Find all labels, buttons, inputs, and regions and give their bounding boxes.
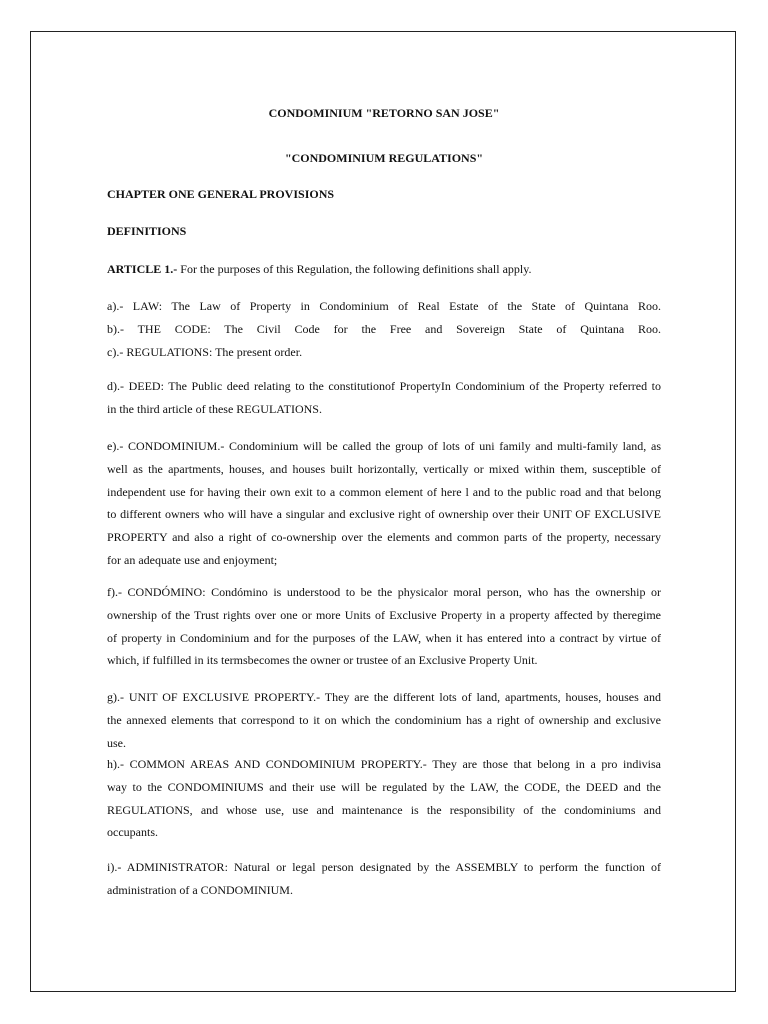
definition-g-line: the annexed elements that correspond to it on which the condominium has a right of ownership and exclusive <box>107 712 661 727</box>
definition-e-line: e).- CONDOMINIUM.- Condominium will be called the group of lots of uni family and multi-family land, as <box>107 439 661 453</box>
definition-a: a).- LAW: The Law of Property in Condominium of Real Estate of the State of Quintana Roo. <box>107 299 661 313</box>
definition-i-line: administration of a CONDOMINIUM. <box>107 882 293 897</box>
definition-h-line: REGULATIONS, and whose use, use and maintenance is the responsibility of the condominiums and <box>107 802 661 817</box>
article-1-paragraph <box>107 258 661 281</box>
definition-e-line: for an adequate use and enjoyment; <box>107 552 278 567</box>
document-title: CONDOMINIUM "RETORNO SAN JOSE" <box>268 106 500 120</box>
definition-e-line: independent use for having their own exit to a common element of here l and to the public road and that belong <box>107 484 661 499</box>
definition-g-line: g).- UNIT OF EXCLUSIVE PROPERTY.- They are the different lots of land, apartments, houses, houses and <box>107 690 661 704</box>
definition-c: c).- REGULATIONS: The present order. <box>107 344 303 359</box>
definition-f-line: of property in Condominium and for the purposes of the LAW, when it has entered into a contract by virtue of <box>107 630 661 645</box>
chapter-heading: CHAPTER ONE GENERAL PROVISIONS <box>107 187 335 201</box>
article-1-line <box>107 258 661 281</box>
definition-f-line: which, if fulfilled in its termsbecomes the owner or trustee of an Exclusive Property Unit. <box>107 653 538 668</box>
definition-g-line: use. <box>107 735 126 750</box>
definition-d <box>107 375 661 421</box>
definition-f <box>107 581 661 672</box>
definition-h-line: occupants. <box>107 825 158 840</box>
definition-b: b).- THE CODE: The Civil Code for the Free and Sovereign State of Quintana Roo. <box>107 321 661 336</box>
definition-e-line: PROPERTY and also a right of co-ownership over the elements and common parts of the property, necessary <box>107 530 661 545</box>
definition-d-line: in the third article of these REGULATIONS. <box>107 401 322 416</box>
definition-i-line: i).- ADMINISTRATOR: Natural or legal person designated by the ASSEMBLY to perform the function of <box>107 860 661 874</box>
definitions-abc <box>107 295 661 363</box>
article-1-text: For the purposes of this Regulation, the following definitions shall apply. <box>177 262 532 276</box>
definition-e-line: well as the apartments, houses, and houses built horizontally, vertically or mixed within them, susceptible of <box>107 461 661 476</box>
definition-i <box>107 856 661 902</box>
definition-d-line: d).- DEED: The Public deed relating to the constitutionof PropertyIn Condominium of the Property referred to <box>107 379 661 393</box>
definition-g <box>107 686 661 754</box>
definition-f-line: ownership of the Trust rights over one or more Units of Exclusive Property in a property affected by theregime <box>107 607 661 622</box>
definition-h-line: h).- COMMON AREAS AND CONDOMINIUM PROPERTY.- They are those that belong in a pro indivisa <box>107 757 661 771</box>
definition-e <box>107 435 661 572</box>
article-1-label: ARTICLE 1.- <box>107 262 178 276</box>
definition-e-line: to different owners who will have a singular and exclusive right of ownership over their UNIT OF EXCLUSIVE <box>107 507 661 522</box>
document-subtitle: "CONDOMINIUM REGULATIONS" <box>284 151 484 165</box>
definition-f-line: f).- CONDÓMINO: Condómino is understood to be the physicalor moral person, who has the ownership or <box>107 585 661 599</box>
definition-h-line: way to the CONDOMINIUMS and their use will be regulated by the LAW, the CODE, the DEED and the <box>107 779 661 794</box>
definitions-heading: DEFINITIONS <box>107 224 187 238</box>
definition-h <box>107 753 661 844</box>
